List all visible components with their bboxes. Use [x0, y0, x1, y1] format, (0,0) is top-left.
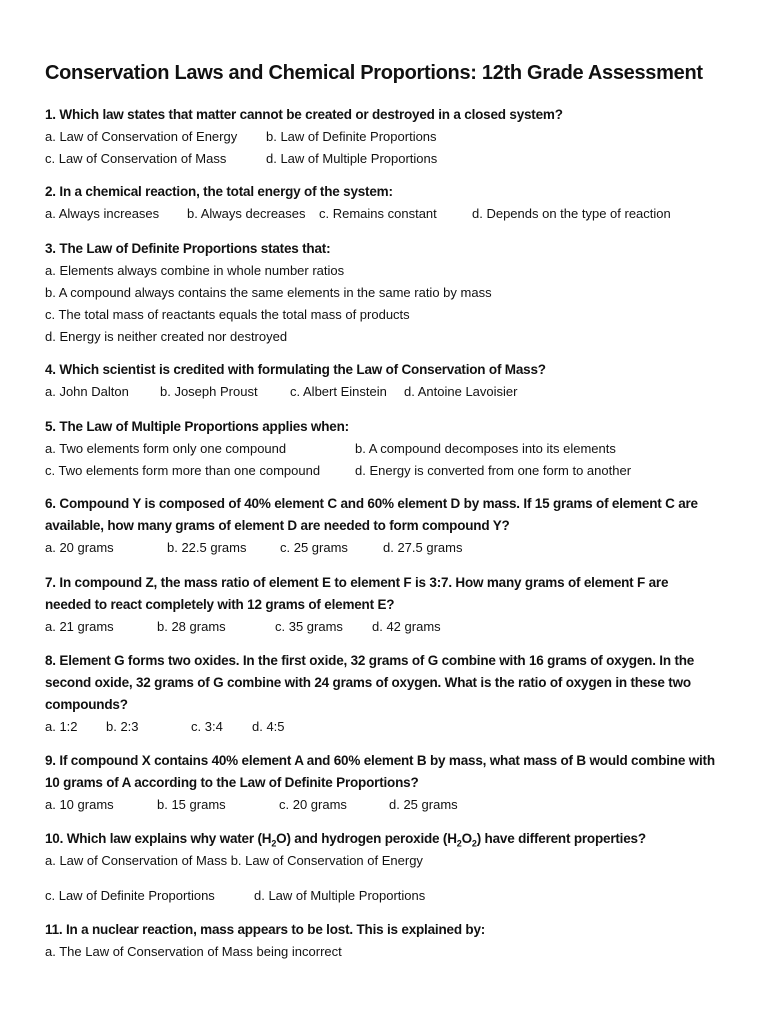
- options-row: [45, 148, 735, 170]
- options-row: [45, 460, 735, 482]
- option-d: d. 42 grams: [372, 619, 441, 634]
- option-c: c. Albert Einstein: [290, 384, 387, 399]
- option-d: d. 25 grams: [389, 797, 458, 812]
- option-d: d. Law of Multiple Proportions: [266, 151, 438, 166]
- question-2: [45, 181, 735, 225]
- question-9: [45, 750, 735, 816]
- question-text: 2. In a chemical reaction, the total energy of the system:: [45, 184, 393, 199]
- option-a: a. 1:2: [45, 719, 78, 734]
- option-a: a. 10 grams: [45, 797, 114, 812]
- option-b: b. A compound always contains the same elements in the same ratio by mass: [45, 285, 492, 300]
- option-a: a. Elements always combine in whole number ratios: [45, 263, 345, 278]
- options-row: [45, 203, 735, 225]
- option-c: c. 25 grams: [280, 540, 348, 555]
- option-b: b. A compound decomposes into its elements: [355, 441, 616, 456]
- question-text: 4. Which scientist is credited with formulating the Law of Conservation of Mass?: [45, 362, 546, 377]
- question-text: 10. Which law explains why water $(H_2O)$ and hydrogen peroxide $(H_2O_2)$ have different properties?: [45, 831, 646, 849]
- question-text: 11. In a nuclear reaction, mass appears to be lost. This is explained by:: [45, 922, 486, 937]
- option-b: b. Law of Definite Proportions: [266, 129, 437, 144]
- option-b: b. 2:3: [106, 719, 139, 734]
- options-row: [45, 885, 735, 907]
- options-row: [45, 537, 735, 559]
- option-d: d. Antoine Lavoisier: [404, 384, 518, 399]
- question-text-line: second oxide, 32 grams of G combine with 24 grams of oxygen. What is the ratio of oxygen in these two: [45, 675, 691, 690]
- question-8: [45, 650, 735, 738]
- question-text-line: 9. If compound X contains 40% element A and 60% element B by mass, what mass of B would combine with: [45, 753, 715, 768]
- options-row: [45, 438, 735, 460]
- option-b: b. Joseph Proust: [160, 384, 258, 399]
- options-row: [45, 794, 735, 816]
- option-c: c. Law of Definite Proportions: [45, 888, 215, 903]
- option-a: a. The Law of Conservation of Mass being incorrect: [45, 944, 342, 959]
- page-title: Conservation Laws and Chemical Proportions: 12th Grade Assessment: [45, 62, 703, 84]
- question-text-line: available, how many grams of element D are needed to form compound Y?: [45, 518, 510, 533]
- option-c: c. Law of Conservation of Mass: [45, 151, 227, 166]
- option-b: b. 22.5 grams: [167, 540, 247, 555]
- question-7: [45, 572, 735, 638]
- options-row: [45, 381, 735, 403]
- option-d: d. Energy is converted from one form to another: [355, 463, 632, 478]
- option-b: b. Always decreases: [187, 206, 306, 221]
- option-c: c. 3:4: [191, 719, 223, 734]
- question-4: [45, 359, 735, 403]
- question-1: [45, 104, 735, 170]
- option-a: a. 20 grams: [45, 540, 114, 555]
- option-d: d. 4:5: [252, 719, 285, 734]
- question-5: [45, 416, 735, 482]
- option-c: c. The total mass of reactants equals the total mass of products: [45, 307, 410, 322]
- option-a: a. Law of Conservation of Energy: [45, 129, 238, 144]
- options-row: [45, 716, 735, 738]
- option-d: d. Law of Multiple Proportions: [254, 888, 426, 903]
- question-text: 1. Which law states that matter cannot be created or destroyed in a closed system?: [45, 107, 563, 122]
- option-c: c. 35 grams: [275, 619, 343, 634]
- question-text-line: 6. Compound Y is composed of 40% element C and 60% element D by mass. If 15 grams of element C are: [45, 496, 698, 511]
- question-text-line: needed to react completely with 12 grams of element E?: [45, 597, 395, 612]
- question-text: 5. The Law of Multiple Proportions applies when:: [45, 419, 349, 434]
- question-text: 3. The Law of Definite Proportions states that:: [45, 241, 331, 256]
- question-text-line: 7. In compound Z, the mass ratio of element E to element F is 3:7. How many grams of element F are: [45, 575, 669, 590]
- option-b: b. 28 grams: [157, 619, 226, 634]
- option-d: d. 27.5 grams: [383, 540, 463, 555]
- options-row: [45, 616, 735, 638]
- option-c: c. Remains constant: [319, 206, 437, 221]
- option-a: a. Two elements form only one compound: [45, 441, 287, 456]
- option-c: c. Two elements form more than one compound: [45, 463, 321, 478]
- question-3: [45, 238, 735, 348]
- option-b: b. 15 grams: [157, 797, 226, 812]
- option-a: a. John Dalton: [45, 384, 129, 399]
- question-6: [45, 493, 735, 559]
- option-a: a. Always increases: [45, 206, 160, 221]
- question-10: [45, 828, 735, 907]
- question-text-line: 8. Element G forms two oxides. In the first oxide, 32 grams of G combine with 16 grams of oxygen. In the: [45, 653, 695, 668]
- option-d: d. Energy is neither created nor destroyed: [45, 329, 288, 344]
- option-d: d. Depends on the type of reaction: [472, 206, 671, 221]
- question-11: [45, 919, 735, 963]
- option-a: a. 21 grams: [45, 619, 114, 634]
- question-text-line: 10 grams of A according to the Law of Definite Proportions?: [45, 775, 419, 790]
- option-a-b: a. Law of Conservation of Mass b. Law of Conservation of Energy: [45, 853, 423, 868]
- question-text-line: compounds?: [45, 697, 128, 712]
- options-row: [45, 126, 735, 148]
- option-c: c. 20 grams: [279, 797, 347, 812]
